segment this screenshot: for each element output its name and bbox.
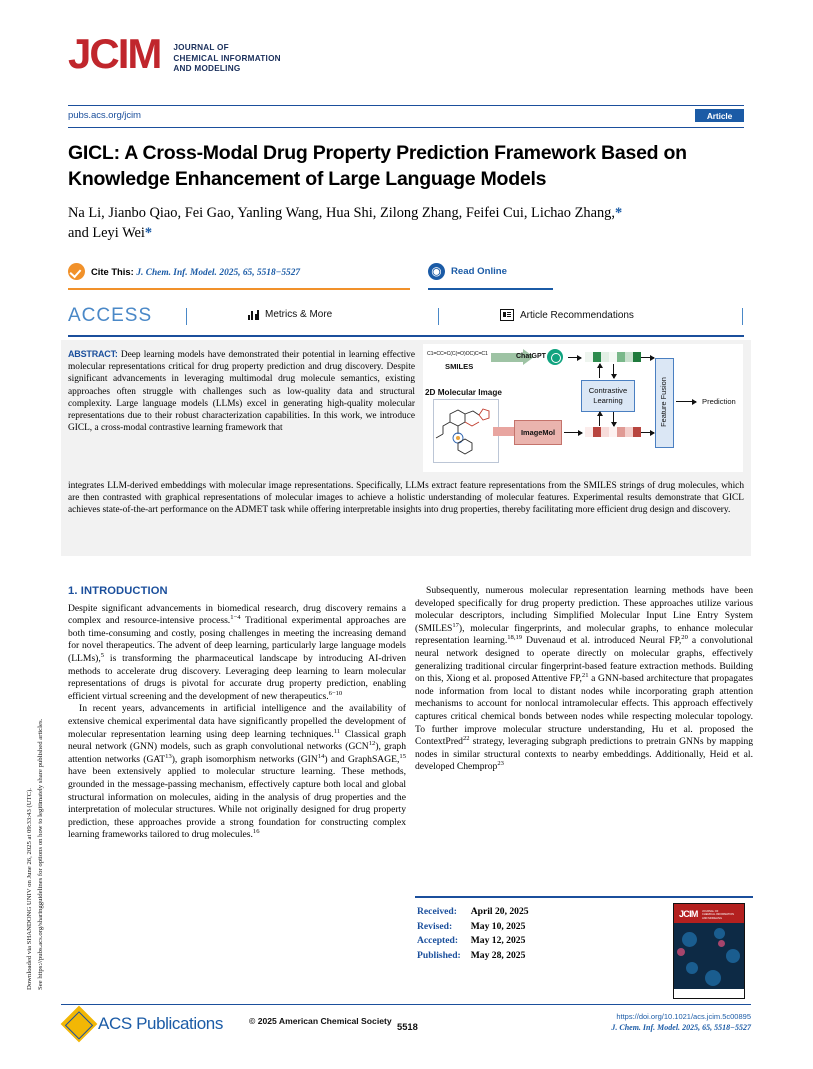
page-number: 5518 xyxy=(397,1021,418,1032)
toc-graphic xyxy=(423,344,743,472)
vector-cell xyxy=(601,427,609,437)
vector-cell xyxy=(625,427,633,437)
journal-cover-thumbnail xyxy=(673,903,745,999)
cite-this-label: Cite This: xyxy=(91,265,134,277)
access-divider-1 xyxy=(186,308,187,325)
cover-subtitle-line-1: JOURNAL OF xyxy=(702,910,719,913)
cover-subtitle xyxy=(702,910,734,920)
publication-dates xyxy=(417,905,539,963)
date-row xyxy=(417,920,539,935)
cover-deco-dot xyxy=(677,948,685,956)
doi-link[interactable]: https://doi.org/10.1021/acs.jcim.5c00895 xyxy=(616,1012,751,1021)
cite-journal-name: J. Chem. Inf. Model. xyxy=(136,267,217,278)
journal-subtitle xyxy=(173,34,281,75)
arrow-up-from-red xyxy=(599,412,600,426)
abstract-text-1: Deep learning models have demonstrated their potential in learning effective molecular representations critical for drug property prediction and drug discovery. Despite significant advancements in leveraging multimodal drug molecule semantics, existing approaches often struggle with challenges such as low-quality data and structural complexity. Large language models (LLMs) excel in generating high-quality molecular representations due to their robust characterization capabilities. In this work, we introduce GICL, a cross-modal contrastive learning framework that xyxy=(68,350,415,434)
access-divider-2 xyxy=(438,308,439,325)
header-rule-bottom xyxy=(68,127,744,128)
article-type-badge: Article xyxy=(695,109,744,122)
vector-cell xyxy=(625,352,633,362)
date-value: May 10, 2025 xyxy=(470,920,526,932)
arrow-down-from-green xyxy=(613,364,614,378)
cite-this-group[interactable] xyxy=(68,263,300,280)
cover-logo: JCIM xyxy=(679,909,698,919)
journal-subtitle-line-3: AND MODELING xyxy=(173,64,241,73)
cover-deco-dot xyxy=(726,949,740,963)
read-online-label: Read Online xyxy=(451,266,507,277)
read-online-group[interactable] xyxy=(428,263,507,280)
date-value: April 20, 2025 xyxy=(470,906,529,917)
article-recommendations-label: Article Recommendations xyxy=(520,309,634,321)
body-column-left xyxy=(68,585,406,842)
footer-citation-rest: 2025, 65, 5518−5527 xyxy=(682,1022,751,1032)
imagemol-node: ImageMol xyxy=(514,420,562,445)
paragraph: Despite significant advancements in biomedical research, drug discovery remains a complex and resource-intensive process.$^{1-4}$ Traditional experimental approaches are both time-consuming and costly, posing challenges in meeting the increasing demand for novel therapeutics. The advent of deep learning, particularly large language models (LLMs),$^5$ is transforming the pharmaceutical landscape by introducing AI-driven methods to accelerate drug discovery. Leveraging deep learning to learn molecular representations of drugs is pivotal for accurate drug property prediction, enabling efficient virtual screening and the development of new therapeutics.$^{6-10}$ xyxy=(68,602,406,702)
arrow-to-red-vector xyxy=(564,432,582,433)
toc-smiles-string: C1=CC=C(C(=O)OC)C=C1 xyxy=(427,351,488,357)
footer-citation-journal: J. Chem. Inf. Model. xyxy=(611,1022,681,1032)
margin-note-line-1: Downloaded via SHANDONG UNIV on June 26, 2025 at 09:33:43 (UTC). xyxy=(26,788,33,990)
date-value: May 28, 2025 xyxy=(470,949,526,961)
date-label: Revised: xyxy=(417,920,453,932)
arrow-red-to-fusion xyxy=(641,432,654,433)
arrow-down-to-red xyxy=(613,412,614,426)
cite-underline xyxy=(68,288,410,290)
cover-subtitle-line-2: CHEMICAL INFORMATION xyxy=(702,913,734,917)
access-label[interactable]: ACCESS xyxy=(68,305,153,326)
abstract-paragraph-2: integrates LLM-derived embeddings with molecular image representations. Specifically, LLMs extract feature representations from the SMILES strings of drug molecules, which are then contrasted with graphical representations of molecular images to achieve a holistic understanding of molecular features. Experimental results demonstrate that GICL achieves state-of-the-art performance on the ADMET task while offering interpretable insights into drug properties, thereby facilitating more efficient drug design and discovery. xyxy=(68,481,744,516)
access-divider-3 xyxy=(742,308,743,325)
corresponding-author-star-2: * xyxy=(144,225,153,241)
llm-feature-vector xyxy=(585,352,641,362)
cover-subtitle-line-3: AND MODELING xyxy=(702,916,723,920)
contrastive-learning-node: Contrastive Learning xyxy=(581,380,635,412)
footer-rule xyxy=(61,1004,751,1005)
acs-publications-logo xyxy=(66,1011,223,1037)
arrow-up-to-green xyxy=(599,364,600,378)
author-list xyxy=(68,203,748,243)
header-rule-top xyxy=(68,105,744,106)
vector-cell xyxy=(633,352,641,362)
arrow-to-prediction xyxy=(676,401,696,402)
acs-publications-label: ACS Publications xyxy=(98,1014,223,1033)
vector-cell xyxy=(609,427,617,437)
vector-cell xyxy=(617,352,625,362)
author-list-line-1: Na Li, Jianbo Qiao, Fei Gao, Yanling Wang, Hua Shi, Zilong Zhang, Feifei Cui, Lichao Zhang, xyxy=(68,205,615,221)
cover-deco-dot xyxy=(682,932,697,947)
vector-cell xyxy=(617,427,625,437)
journal-masthead xyxy=(68,30,281,77)
page-title: GICL: A Cross-Modal Drug Property Prediction Framework Based on Knowledge Enhancement of Large Language Models xyxy=(68,142,687,190)
date-row xyxy=(417,934,539,949)
footer-citation xyxy=(611,1023,751,1034)
cite-journal-volume: 2025, 65, 5518−5527 xyxy=(219,267,301,278)
toc-chatgpt-label: ChatGPT xyxy=(516,353,546,360)
date-label: Accepted: xyxy=(417,935,459,947)
paragraph: Subsequently, numerous molecular representation learning methods have been developed specifically for drug property prediction. These approaches utilize various molecular descriptors, including Simplified Molecular Input Line Entry System (SMILES$^{17}$), molecular fingerprints, and molecular graphs, to enhance molecular representation learning.$^{18,19}$ Duvenaud et al. introduced Neural FP,$^{20}$ a convolutional neural network designed to operate directly on molecular graphs, effectively generalizing traditional circular fingerprint-based feature extraction methods. Building on this, Xiong et al. proposed Attentive FP,$^{21}$ a GNN-based architecture that propagates node information from local to distant nodes while incorporating graph attention mechanisms to account for nonlocal intramolecular effects. This approach effectively captures critical chemical bonds between nodes while respecting molecular topology. To further improve molecular structure understanding, Hu et al. proposed the ContextPred$^{22}$ strategy, leveraging subgraph predictions to pretrain GNNs by mapping nodes in similar structural contexts to nearby embeddings. Additionally, Heid et al. developed Chemprop$^{23}$ xyxy=(415,585,753,773)
vector-cell xyxy=(601,352,609,362)
article-list-icon xyxy=(500,309,514,321)
access-rule xyxy=(68,335,744,337)
feature-fusion-label: Feature Fusion xyxy=(659,377,668,427)
vector-cell xyxy=(585,352,593,362)
section-title: INTRODUCTION xyxy=(80,585,168,597)
cover-deco-dot xyxy=(705,970,721,986)
vector-cell xyxy=(593,352,601,362)
arrow-green-to-fusion xyxy=(641,357,654,358)
date-label: Published: xyxy=(417,949,461,961)
date-label: Received: xyxy=(417,906,457,917)
access-row xyxy=(68,305,744,331)
copyright-text: © 2025 American Chemical Society xyxy=(249,1016,392,1026)
metrics-and-more-label: Metrics & More xyxy=(265,309,333,320)
acs-diamond-icon xyxy=(61,1006,98,1043)
cover-deco-dot xyxy=(714,928,725,939)
body-column-right xyxy=(415,585,753,774)
image-feature-vector xyxy=(585,427,641,437)
journal-url[interactable]: pubs.acs.org/jcim xyxy=(68,110,141,121)
arrow-to-green-vector xyxy=(568,357,581,358)
toc-smiles-label: SMILES xyxy=(445,362,474,371)
date-row xyxy=(417,949,539,964)
doi-block xyxy=(611,1012,751,1033)
cover-deco-dot xyxy=(686,962,698,974)
prediction-label: Prediction xyxy=(702,397,736,406)
cite-bar xyxy=(68,263,744,293)
cover-deco-dot xyxy=(718,940,725,947)
vector-cell xyxy=(593,427,601,437)
molecule-structure-image xyxy=(433,399,499,463)
author-list-line-2: and Leyi Wei xyxy=(68,225,145,241)
globe-icon: ◉ xyxy=(428,263,445,280)
date-value: May 12, 2025 xyxy=(470,935,526,947)
journal-subtitle-line-1: JOURNAL OF xyxy=(173,43,229,52)
vector-cell xyxy=(585,427,593,437)
jcim-logo: JCIM xyxy=(68,30,161,77)
toc-2d-image-label: 2D Molecular Image xyxy=(425,388,502,397)
molecule-svg xyxy=(434,400,496,460)
cite-this-text xyxy=(91,266,300,278)
read-online-underline xyxy=(428,288,553,290)
abstract-heading: ABSTRACT: xyxy=(68,349,118,359)
date-row xyxy=(417,905,539,920)
abstract-paragraph-1 xyxy=(68,348,415,434)
cover-footer-band xyxy=(674,989,744,998)
download-margin-note xyxy=(24,520,50,990)
openai-logo-icon xyxy=(547,349,563,365)
bar-chart-icon xyxy=(248,309,259,320)
metrics-and-more-button[interactable] xyxy=(248,309,332,320)
paragraph: In recent years, advancements in artificial intelligence and the availability of extensive chemical experimental data have significantly propelled the development of molecular representation learning using deep learning techniques.$^{11}$ Classical graph neural network (GNN) models, such as graph convolutional networks (GCN$^{12}$), graph attention networks (GAT$^{13}$), graph isomorphism networks (GIN$^{14}$) and GraphSAGE,$^{15}$ have been extensively applied to molecular structure learning. These methods, grounded in the message-passing mechanism, effectively capture both local and global structural information on molecules, aiding in the analysis of drug properties and the interpretation of molecular structures. While not originally designed for drug property prediction, these approaches provide a strong foundation for constructing complex learning frameworks tailored to drug molecules.$^{16}$ xyxy=(68,703,406,841)
check-circle-icon xyxy=(68,263,85,280)
journal-subtitle-line-2: CHEMICAL INFORMATION xyxy=(173,53,281,63)
margin-note-line-2: See https://pubs.acs.org/sharingguidelines for options on how to legitimately share published articles. xyxy=(37,718,44,990)
dates-rule xyxy=(415,896,753,898)
section-heading-introduction xyxy=(68,585,406,598)
corresponding-author-star-1: * xyxy=(614,205,623,221)
vector-cell xyxy=(609,352,617,362)
vector-cell xyxy=(633,427,641,437)
section-number: 1. xyxy=(68,585,78,597)
article-recommendations-button[interactable] xyxy=(500,309,634,321)
